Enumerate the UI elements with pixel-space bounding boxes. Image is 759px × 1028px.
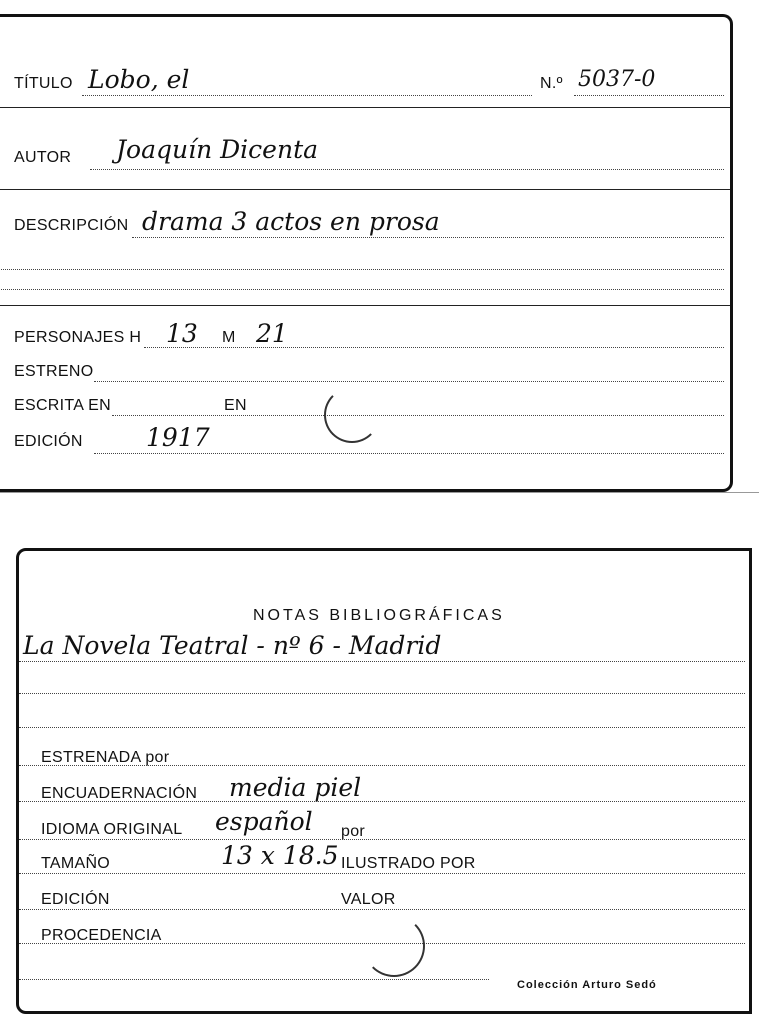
catalog-card-back bbox=[16, 548, 752, 1014]
personajes-h-value: 13 bbox=[166, 319, 198, 348]
numero-value: 5037-0 bbox=[578, 67, 656, 92]
estrenada-line bbox=[19, 765, 745, 766]
valor-label: VALOR bbox=[341, 891, 396, 908]
tamano-label: TAMAÑO bbox=[41, 855, 111, 872]
por-label: por bbox=[341, 823, 366, 840]
notas-header: NOTAS BIBLIOGRÁFICAS bbox=[253, 607, 505, 624]
escrita-line bbox=[112, 415, 724, 416]
blank-line bbox=[0, 269, 724, 270]
personajes-m-value: 21 bbox=[256, 319, 288, 348]
en-label: EN bbox=[224, 397, 247, 414]
rule-line bbox=[0, 107, 730, 108]
idioma-label: IDIOMA ORIGINAL bbox=[41, 821, 183, 838]
edicion-label: EDICIÓN bbox=[14, 433, 83, 450]
collection-footer: Colección Arturo Sedó bbox=[517, 979, 657, 991]
personajes-label: PERSONAJES H bbox=[14, 329, 142, 346]
blank-line bbox=[0, 289, 724, 290]
card-separator bbox=[0, 492, 759, 493]
idioma-line bbox=[19, 839, 745, 840]
edicion-value: 1917 bbox=[146, 423, 210, 452]
titulo-line bbox=[82, 95, 532, 96]
numero-line bbox=[574, 95, 724, 96]
estreno-line bbox=[94, 381, 724, 382]
punch-hole bbox=[363, 915, 425, 977]
titulo-value: Lobo, el bbox=[88, 65, 190, 94]
estreno-label: ESTRENO bbox=[14, 363, 94, 380]
autor-value: Joaquín Dicenta bbox=[116, 135, 319, 164]
catalog-card-front bbox=[0, 14, 733, 492]
blank-line bbox=[19, 727, 745, 728]
tamano-line bbox=[19, 873, 745, 874]
encuadernacion-value: media piel bbox=[229, 773, 362, 802]
edicion-back-label: EDICIÓN bbox=[41, 891, 110, 908]
idioma-value: español bbox=[215, 807, 313, 836]
encuadernacion-label: ENCUADERNACIÓN bbox=[41, 785, 198, 802]
descripcion-line bbox=[132, 237, 724, 238]
personajes-line bbox=[144, 347, 724, 348]
estrenada-label: ESTRENADA por bbox=[41, 749, 170, 766]
blank-line bbox=[19, 979, 489, 980]
rule-line bbox=[0, 305, 730, 306]
titulo-label: TÍTULO bbox=[14, 75, 73, 92]
numero-label: N.º bbox=[540, 75, 563, 92]
ilustrado-label: ILUSTRADO POR bbox=[341, 855, 476, 872]
autor-label: AUTOR bbox=[14, 149, 72, 166]
edicion-back-line bbox=[19, 909, 745, 910]
encuadernacion-line bbox=[19, 801, 745, 802]
autor-line bbox=[90, 169, 724, 170]
notas-value: La Novela Teatral - nº 6 - Madrid bbox=[23, 631, 442, 660]
rule-line bbox=[0, 189, 730, 190]
edicion-line bbox=[94, 453, 724, 454]
tamano-value: 13 x 18.5 bbox=[221, 841, 339, 870]
escrita-label: ESCRITA EN bbox=[14, 397, 111, 414]
punch-hole bbox=[324, 387, 380, 443]
personajes-m-label: M bbox=[222, 329, 236, 346]
blank-line bbox=[19, 693, 745, 694]
descripcion-label: DESCRIPCIÓN bbox=[14, 217, 129, 234]
notas-line bbox=[19, 661, 745, 662]
procedencia-label: PROCEDENCIA bbox=[41, 927, 162, 944]
descripcion-value: drama 3 actos en prosa bbox=[142, 207, 440, 236]
